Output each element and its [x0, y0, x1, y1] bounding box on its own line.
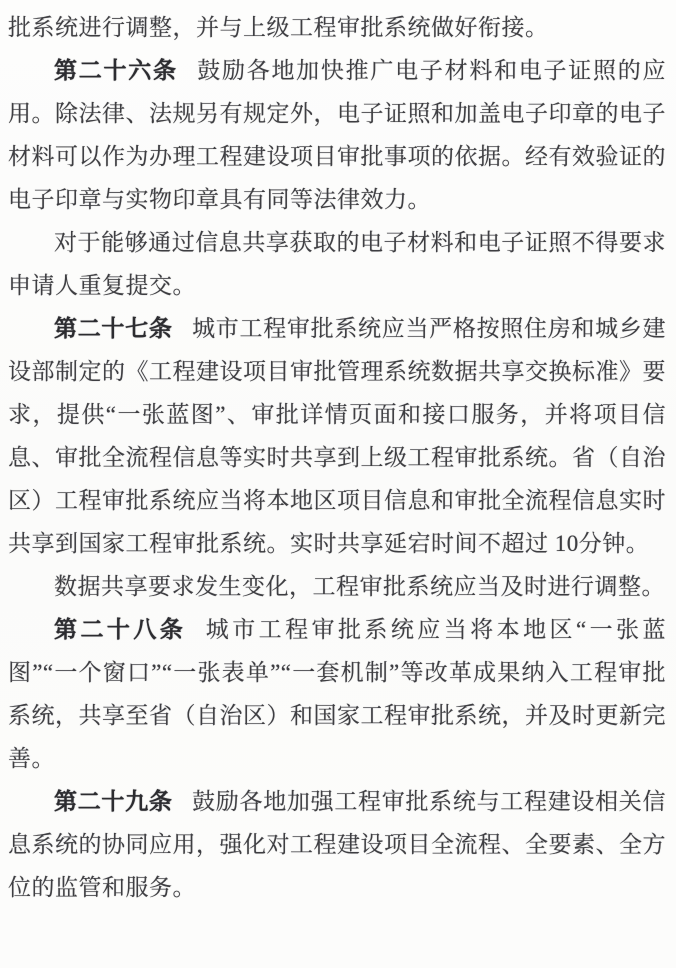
- paragraph-text: 批系统进行调整，并与上级工程审批系统做好衔接。: [8, 15, 549, 40]
- article-paragraph: [8, 608, 666, 780]
- article-number: 第二十八条: [54, 617, 187, 642]
- article-number: 第二十六条: [54, 58, 178, 83]
- paragraph-text: 鼓励各地加快推广电子材料和电子证照的应用。除法律、法规另有规定外，电子证照和加盖电子印章的电子材料可以作为办理工程建设项目审批事项的依据。经有效验证的电子印章与实物印章具有同等法律效力。: [8, 58, 667, 212]
- article-paragraph: [8, 780, 666, 909]
- paragraph-text: 对于能够通过信息共享获取的电子材料和电子证照不得要求申请人重复提交。: [8, 230, 666, 298]
- paragraph-text: 鼓励各地加强工程审批系统与工程建设相关信息系统的协同应用，强化对工程建设项目全流程、全要素、全方位的监管和服务。: [8, 789, 667, 900]
- document-body: [8, 6, 666, 909]
- article-paragraph: [8, 49, 666, 221]
- article-paragraph: [8, 307, 666, 565]
- paragraph-text: 数据共享要求发生变化，工程审批系统应当及时进行调整。: [54, 574, 665, 599]
- body-paragraph: [8, 6, 666, 49]
- paragraph-text: 城市工程审批系统应当严格按照住房和城乡建设部制定的《工程建设项目审批管理系统数据共享交换标准》要求，提供“一张蓝图”、审批详情页面和接口服务，并将项目信息、审批全流程信息等实时共享到上级工程审批系统。省（自治区）工程审批系统应当将本地区项目信息和审批全流程信息实时共享到国家工程审批系统。实时共享延宕时间不超过 10分钟。: [8, 316, 667, 556]
- paragraph-text: 城市工程审批系统应当将本地区“一张蓝图”“一个窗口”“一张表单”“一套机制”等改革成果纳入工程审批系统，共享至省（自治区）和国家工程审批系统，并及时更新完善。: [8, 617, 666, 771]
- body-paragraph: [8, 565, 666, 608]
- article-number: 第二十七条: [54, 316, 173, 341]
- article-number: 第二十九条: [54, 789, 173, 814]
- body-paragraph: [8, 221, 666, 307]
